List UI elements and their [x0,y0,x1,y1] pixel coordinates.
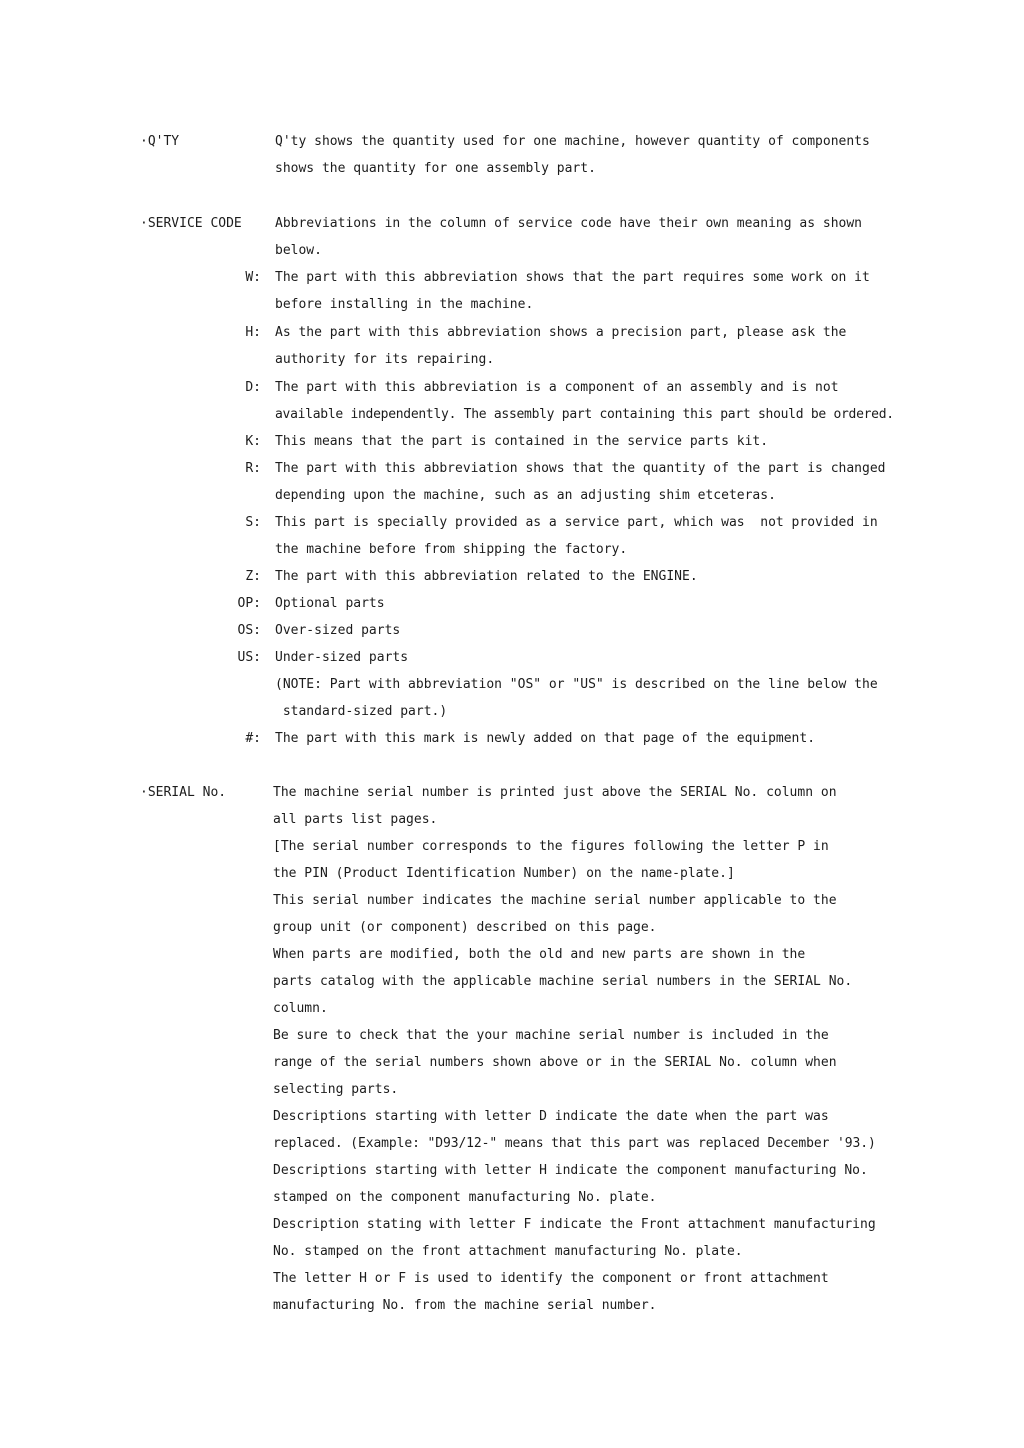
service-code-note: (NOTE: Part with abbreviation "OS" or "US" is described on the line below the [275,677,878,692]
serial-no-line: Descriptions starting with letter H indicate the component manufacturing No. [273,1163,868,1178]
serial-no-line: group unit (or component) described on this page. [273,920,657,935]
service-code-desc: Under-sized parts [275,650,409,665]
serial-no-line: This serial number indicates the machine serial number applicable to the [273,893,837,908]
service-code-key: OP: [237,596,261,611]
service-code-key: H: [245,325,261,340]
service-code-key: Z: [245,569,261,584]
service-code-note: standard-sized part.) [275,704,448,719]
serial-no-line: The machine serial number is printed just above the SERIAL No. column on [273,785,837,800]
qty-line: shows the quantity for one assembly part. [275,161,596,176]
service-code-desc: authority for its repairing. [275,352,495,367]
serial-no-line: parts catalog with the applicable machine serial numbers in the SERIAL No. [273,974,853,989]
serial-no-line: [The serial number corresponds to the figures following the letter P in [273,839,829,854]
service-code-desc: The part with this abbreviation shows that the part requires some work on it [275,270,870,285]
serial-no-line: Be sure to check that the your machine serial number is included in the [273,1028,829,1043]
serial-no-line: Descriptions starting with letter D indicate the date when the part was [273,1109,829,1124]
serial-no-line: The letter H or F is used to identify the component or front attachment [273,1271,829,1286]
service-code-intro: Abbreviations in the column of service code have their own meaning as shown [275,216,862,231]
qty-term: ·Q'TY [140,134,180,149]
service-code-desc: The part with this abbreviation shows that the quantity of the part is changed [275,461,886,476]
service-code-desc: before installing in the machine. [275,297,534,312]
service-code-key: R: [245,461,261,476]
service-code-desc: This part is specially provided as a service part, which was not provided in [275,515,878,530]
serial-no-line: the PIN (Product Identification Number) on the name-plate.] [273,866,735,881]
serial-no-term: ·SERIAL No. [140,785,227,800]
service-code-key: US: [237,650,261,665]
service-code-desc: As the part with this abbreviation shows a precision part, please ask the [275,325,847,340]
service-code-key: OS: [237,623,261,638]
serial-no-line: column. [273,1001,328,1016]
service-code-term: ·SERVICE CODE [140,216,242,231]
service-code-desc: The part with this abbreviation related to the ENGINE. [275,569,698,584]
serial-no-line: replaced. (Example: "D93/12-" means that this part was replaced December '93.) [273,1136,876,1151]
service-code-desc: Optional parts [275,596,385,611]
service-code-desc: This means that the part is contained in the service parts kit. [275,434,769,449]
service-code-desc: The part with this abbreviation is a component of an assembly and is not [275,380,839,395]
serial-no-line: all parts list pages. [273,812,438,827]
service-code-desc: available independently. The assembly part containing this part should be ordered. [275,407,894,422]
serial-no-line: stamped on the component manufacturing No. plate. [273,1190,657,1205]
serial-no-line: No. stamped on the front attachment manufacturing No. plate. [273,1244,743,1259]
service-code-key: S: [245,515,261,530]
service-code-desc: depending upon the machine, such as an adjusting shim etceteras. [275,488,776,503]
serial-no-line: Description stating with letter F indicate the Front attachment manufacturing [273,1217,876,1232]
service-code-key: D: [245,380,261,395]
qty-line: Q'ty shows the quantity used for one machine, however quantity of components [275,134,870,149]
service-code-desc: the machine before from shipping the factory. [275,542,628,557]
service-code-desc: Over-sized parts [275,623,401,638]
service-code-key: W: [245,270,261,285]
service-code-key: K: [245,434,261,449]
serial-no-line: selecting parts. [273,1082,399,1097]
service-code-desc: The part with this mark is newly added on that page of the equipment. [275,731,816,746]
service-code-key: #: [245,731,261,746]
serial-no-line: manufacturing No. from the machine serial number. [273,1298,657,1313]
serial-no-line: When parts are modified, both the old and new parts are shown in the [273,947,806,962]
service-code-intro: below. [275,243,322,258]
serial-no-line: range of the serial numbers shown above or in the SERIAL No. column when [273,1055,837,1070]
